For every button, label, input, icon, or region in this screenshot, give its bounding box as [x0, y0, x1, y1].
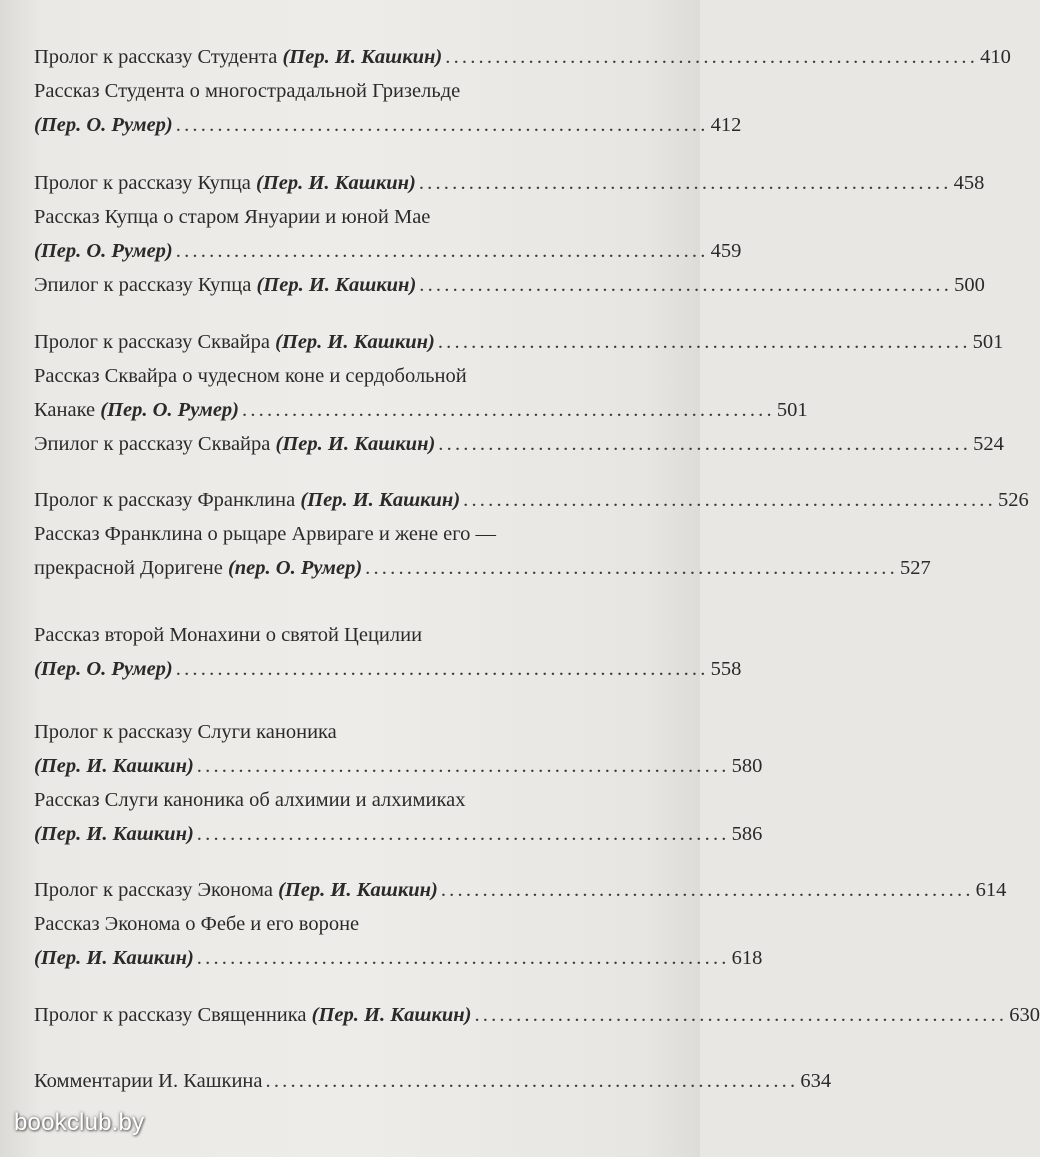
toc-entry-text	[34, 200, 430, 234]
toc-entry	[34, 618, 638, 652]
toc-entry	[34, 817, 763, 851]
toc-entry-text	[34, 817, 194, 851]
toc-entry-title: Эпилог к рассказу Купца	[34, 274, 252, 296]
dot-leader: ................................................................	[463, 489, 996, 511]
toc-entry-translator: (Пер. И. Кашкин)	[275, 433, 436, 455]
toc-entry	[34, 941, 763, 975]
toc-entry-title: Рассказ Сквайра о чудесном коне и сердобольной	[34, 365, 467, 387]
toc-page-number: 586	[731, 823, 763, 845]
toc-page-number: 501	[972, 331, 1004, 353]
dot-leader: ................................................................	[175, 114, 709, 136]
toc-entry-translator: (Пер. О. Румер)	[100, 399, 240, 421]
dot-leader: ................................................................	[175, 240, 709, 262]
toc-entry-text	[34, 873, 438, 907]
toc-entry-title: Пролог к рассказу Эконома	[34, 879, 273, 901]
toc-entry	[34, 427, 1004, 461]
toc-entry-text	[34, 108, 173, 142]
dot-leader: ................................................................	[265, 1070, 799, 1092]
toc-entry-text	[34, 393, 239, 427]
toc-entry	[34, 268, 985, 302]
toc-page-number: 527	[899, 557, 931, 579]
dot-leader: ................................................................	[440, 879, 974, 901]
toc-entry	[34, 1064, 832, 1098]
toc-entry-title: Рассказ Франклина о рыцаре Арвираге и жене его —	[34, 523, 497, 545]
toc-entry-translator: (Пер. И. Кашкин)	[34, 947, 194, 969]
site-watermark: bookclub.by	[14, 1109, 145, 1136]
toc-entry-translator: (Пер. И. Кашкин)	[34, 823, 194, 845]
toc-entry-text	[34, 1064, 263, 1098]
toc-entry-text	[34, 325, 435, 359]
dot-leader: ................................................................	[474, 1004, 1008, 1026]
toc-entry-text	[34, 483, 460, 517]
toc-entry	[34, 907, 638, 941]
toc-entry-text	[34, 268, 416, 302]
toc-entry-translator: (Пер. И. Кашкин)	[311, 1004, 472, 1026]
toc-entry-title: Рассказ Слуги каноника об алхимии и алхимиках	[34, 789, 466, 811]
dot-leader: ................................................................	[418, 172, 952, 194]
toc-page-number: 524	[973, 433, 1004, 455]
toc-entry-text	[34, 749, 194, 783]
toc-entry	[34, 998, 1040, 1032]
toc-entry-title: Пролог к рассказу Священника	[34, 1004, 307, 1026]
toc-entry-title: Комментарии И. Кашкина	[34, 1070, 263, 1092]
toc-entry-translator: (Пер. И. Кашкин)	[34, 755, 194, 777]
toc-page-number: 630	[1009, 1004, 1040, 1026]
toc-entry-text	[34, 907, 359, 941]
toc-entry-translator: (Пер. И. Кашкин)	[282, 46, 443, 68]
toc-entry-translator: (Пер. И. Кашкин)	[256, 172, 416, 194]
dot-leader: ................................................................	[437, 331, 971, 353]
toc-entry-text	[34, 517, 496, 551]
toc-entry-text	[34, 783, 465, 817]
toc-page-number: 558	[710, 658, 742, 680]
toc-page-number: 459	[710, 240, 742, 262]
toc-entry	[34, 749, 763, 783]
toc-entry	[34, 166, 985, 200]
toc-page-number: 501	[776, 399, 808, 421]
toc-entry-title: Рассказ Студента о многострадальной Гризельде	[34, 80, 461, 102]
toc-entry-text	[34, 427, 435, 461]
toc-page-number: 500	[954, 274, 985, 296]
toc-entry-title: Рассказ второй Монахини о святой Цецилии	[34, 624, 423, 646]
toc-entry-translator: (Пер. О. Румер)	[34, 240, 173, 262]
dot-leader: ................................................................	[445, 46, 979, 68]
toc-entry-translator: (Пер. И. Кашкин)	[278, 879, 438, 901]
toc-entry-text	[34, 359, 467, 393]
dot-leader: ................................................................	[419, 274, 953, 296]
toc-entry	[34, 551, 931, 585]
toc-entry-translator: (Пер. И. Кашкин)	[275, 331, 435, 353]
dot-leader: ................................................................	[242, 399, 775, 421]
toc-entry	[34, 40, 1011, 74]
toc-entry-text	[34, 166, 416, 200]
toc-entry-text	[34, 618, 422, 652]
dot-leader: ................................................................	[438, 433, 972, 455]
toc-entry	[34, 873, 1007, 907]
toc-entry-text	[34, 234, 173, 268]
toc-entry-translator: (пер. О. Румер)	[227, 557, 363, 579]
toc-entry-translator: (Пер. И. Кашкин)	[256, 274, 417, 296]
toc-entry-text	[34, 941, 194, 975]
toc-entry-translator: (Пер. О. Румер)	[34, 658, 173, 680]
toc-entry-text	[34, 551, 362, 585]
dot-leader: ................................................................	[196, 755, 730, 777]
toc-entry-title: Рассказ Купца о старом Януарии и юной Мае	[34, 206, 431, 228]
toc-entry-translator: (Пер. О. Румер)	[34, 114, 173, 136]
dot-leader: ................................................................	[365, 557, 898, 579]
toc-entry-title: прекрасной Доригене	[34, 557, 223, 579]
dot-leader: ................................................................	[175, 658, 709, 680]
toc-page-number: 634	[800, 1070, 832, 1092]
toc-entry	[34, 74, 638, 108]
toc-entry	[34, 359, 638, 393]
toc-entry	[34, 783, 638, 817]
toc-entry-title: Пролог к рассказу Купца	[34, 172, 251, 194]
toc-entry	[34, 393, 808, 427]
toc-entry	[34, 108, 742, 142]
toc-entry-text	[34, 40, 442, 74]
toc-entry-title: Канаке	[34, 399, 96, 421]
toc-entry	[34, 234, 742, 268]
toc-entry	[34, 517, 638, 551]
toc-entry	[34, 483, 1029, 517]
toc-entry-translator: (Пер. И. Кашкин)	[300, 489, 461, 511]
toc-entry-title: Пролог к рассказу Сквайра	[34, 331, 270, 353]
toc-entry-title: Пролог к рассказу Слуги каноника	[34, 721, 337, 743]
toc-entry-text	[34, 652, 173, 686]
toc-entry-title: Пролог к рассказу Франклина	[34, 489, 296, 511]
toc-entry	[34, 200, 638, 234]
toc-page-number: 526	[997, 489, 1029, 511]
toc-page-number: 458	[953, 172, 985, 194]
toc-entry-title: Рассказ Эконома о Фебе и его вороне	[34, 913, 360, 935]
toc-page-number: 410	[980, 46, 1011, 68]
toc-entry	[34, 325, 1004, 359]
toc-entry	[34, 652, 742, 686]
toc-entry-text	[34, 74, 460, 108]
toc-page-number: 412	[710, 114, 742, 136]
toc-entry-text	[34, 998, 471, 1032]
toc-page-number: 618	[731, 947, 763, 969]
toc-page-number: 614	[975, 879, 1007, 901]
dot-leader: ................................................................	[196, 947, 730, 969]
toc-entry-title: Пролог к рассказу Студента	[34, 46, 278, 68]
dot-leader: ................................................................	[196, 823, 730, 845]
toc-page-number: 580	[731, 755, 763, 777]
toc-entry-title: Эпилог к рассказу Сквайра	[34, 433, 271, 455]
toc-entry	[34, 715, 638, 749]
toc-entry-text	[34, 715, 337, 749]
